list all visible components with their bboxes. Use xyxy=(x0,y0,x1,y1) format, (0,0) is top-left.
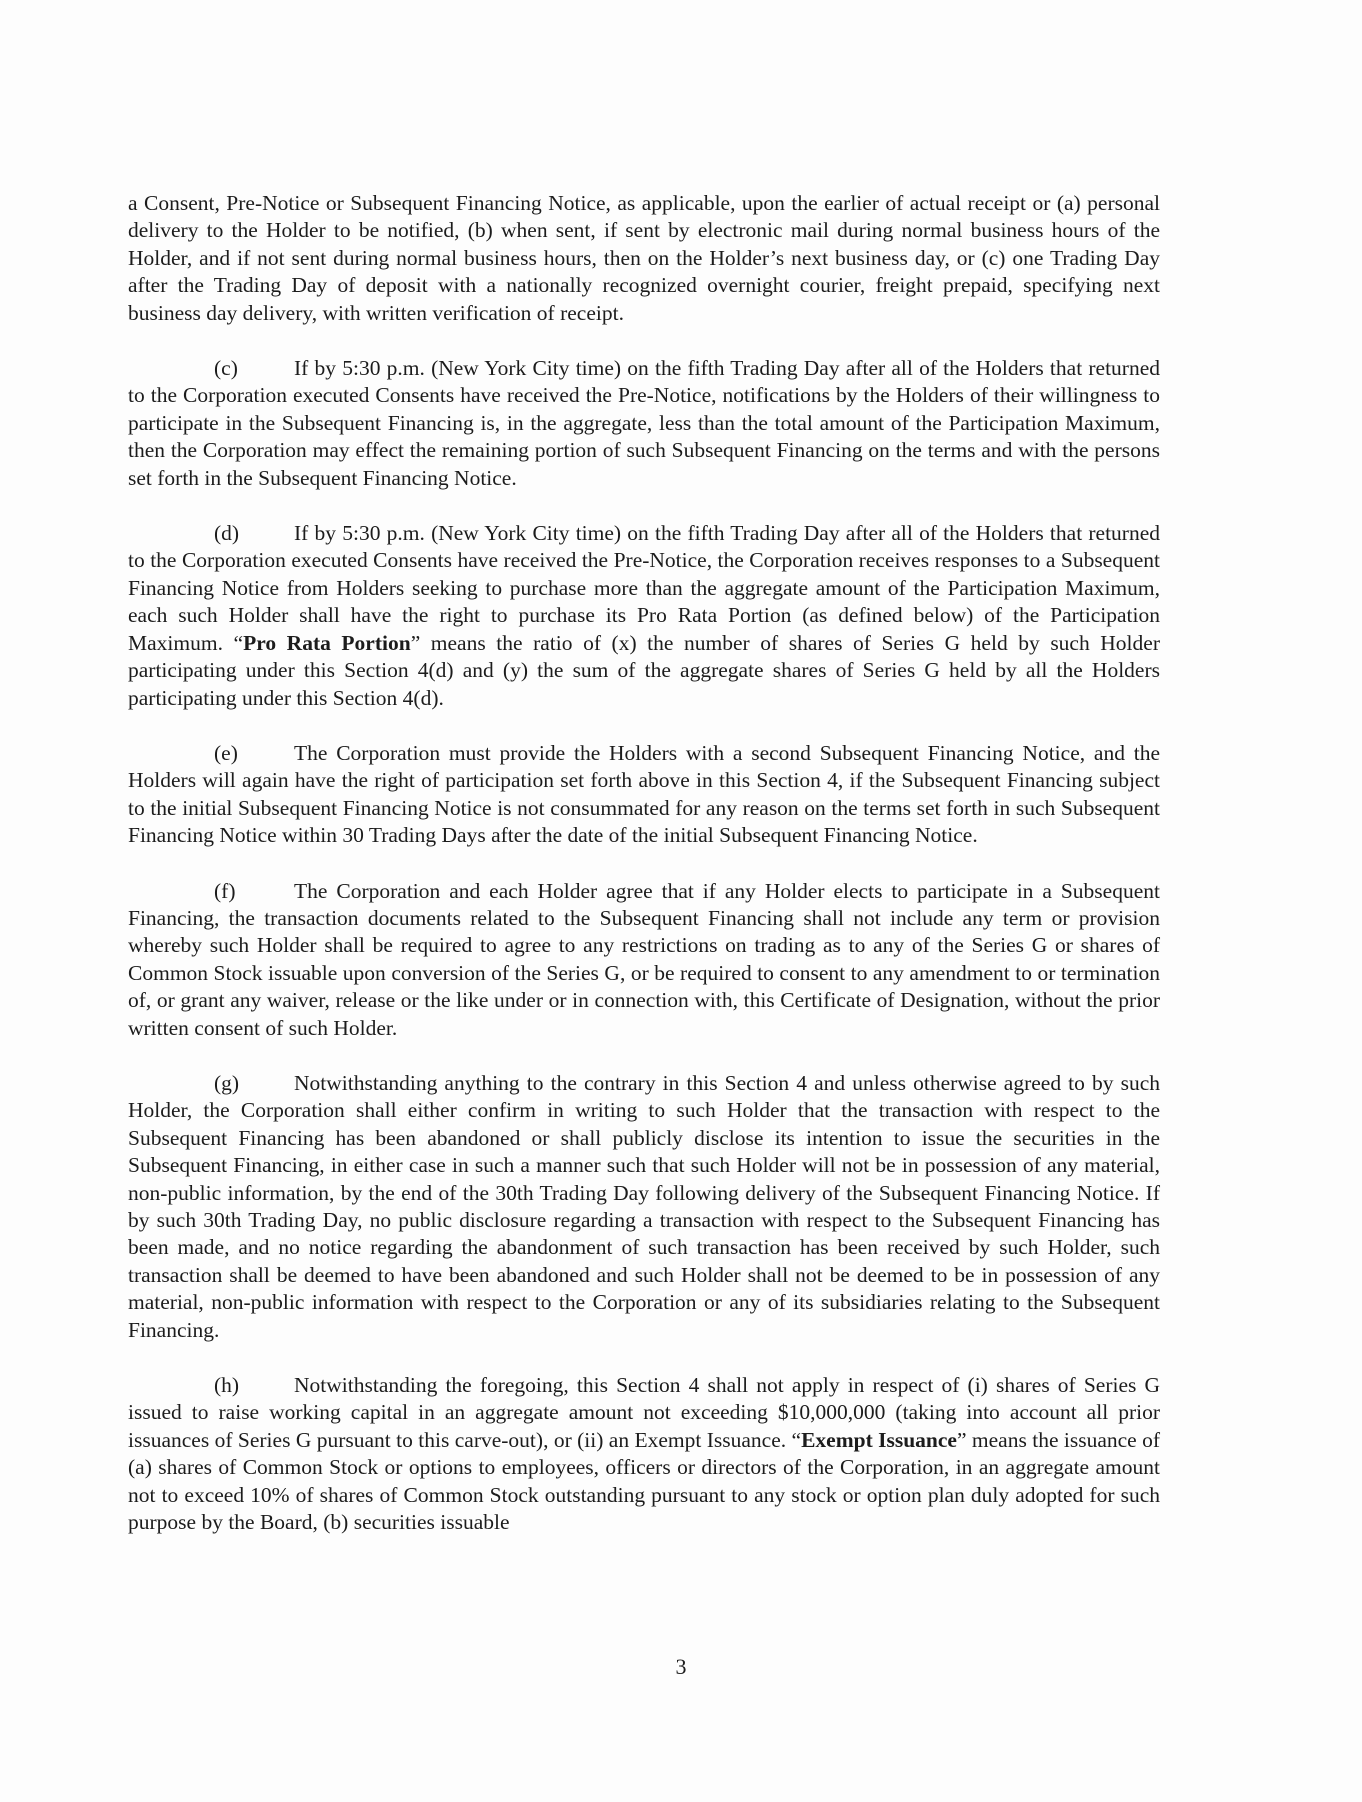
paragraph-g xyxy=(128,1070,1160,1344)
page-number: 3 xyxy=(675,1654,687,1679)
paragraph-f-text: The Corporation and each Holder agree that if any Holder elects to participate in a Subsequent Financing, the transaction documents related to the Subsequent Financing shall not include any term or provision whereby such Holder shall be required to agree to any restrictions on trading as to any of the Series G or shares of Common Stock issuable upon conversion of the Series G, or be required to consent to any amendment to or termination of, or grant any waiver, release or the like under or in connection with, this Certificate of Designation, without the prior written consent of such Holder. xyxy=(128,878,1160,1040)
paragraph-h-text-before: Notwithstanding the foregoing, this Section 4 shall not apply in respect of (i) shares of Series G issued to raise working capital in an aggregate amount not exceeding $10,000,000 (taking into account all prior issuances of Series G pursuant to this carve-out), or (ii) an Exempt Issuance. “ xyxy=(128,1373,1160,1452)
paragraph-g-label: (g) xyxy=(214,1070,240,1095)
defined-term-pro-rata-portion: Pro Rata Portion xyxy=(243,630,411,655)
paragraph-g-text: Notwithstanding anything to the contrary in this Section 4 and unless otherwise agreed to by such Holder, the Corporation shall either confirm in writing to such Holder that the transaction with respect to the Subsequent Financing has been abandoned or shall publicly disclose its intention to issue the securities in the Subsequent Financing, in either case in such a manner such that such Holder will not be in possession of any material, non-public information, by the end of the 30th Trading Day following delivery of the Subsequent Financing Notice. If by such 30th Trading Day, no public disclosure regarding a transaction with respect to the Subsequent Financing has been made, and no notice regarding the abandonment of such transaction has been received by such Holder, such transaction shall be deemed to have been abandoned and such Holder shall not be deemed to be in possession of any material, non-public information with respect to the Corporation or any of its subsidiaries relating to the Subsequent Financing. xyxy=(128,1070,1160,1342)
paragraph-f xyxy=(128,878,1160,1042)
paragraph-h xyxy=(128,1372,1160,1536)
paragraph-h-text-after: ” means the issuance of (a) shares of Common Stock or options to employees, officers or directors of the Corporation, in an aggregate amount not to exceed 10% of shares of Common Stock outstanding pursuant to any stock or option plan duly adopted for such purpose by the Board, (b) securities issuable xyxy=(128,1427,1161,1535)
paragraph-f-label: (f) xyxy=(214,878,236,903)
paragraph-c-label: (c) xyxy=(214,356,238,381)
document-body xyxy=(128,190,1160,1564)
paragraph-e-label: (e) xyxy=(214,740,238,765)
paragraph-e-text: The Corporation must provide the Holders with a second Subsequent Financing Notice, and the Holders will again have the right of participation set forth above in this Section 4, if the Subsequent Financing subject to the initial Subsequent Financing Notice is not consummated for any reason on the terms set forth in such Subsequent Financing Notice within 30 Trading Days after the date of the initial Subsequent Financing Notice. xyxy=(128,740,1160,848)
paragraph-c-text: If by 5:30 p.m. (New York City time) on the fifth Trading Day after all of the Holders that returned to the Corporation executed Consents have received the Pre-Notice, notifications by the Holders of their willingness to participate in the Subsequent Financing is, in the aggregate, less than the total amount of the Participation Maximum, then the Corporation may effect the remaining portion of such Subsequent Financing on the terms and with the persons set forth in the Subsequent Financing Notice. xyxy=(128,356,1160,490)
paragraph-d-text-before: If by 5:30 p.m. (New York City time) on the fifth Trading Day after all of the Holders that returned to the Corporation executed Consents have received the Pre-Notice, the Corporation receives responses to a Subsequent Financing Notice from Holders seeking to purchase more than the aggregate amount of the Participation Maximum, each such Holder shall have the right to purchase its Pro Rata Portion (as defined below) of the Participation Maximum. “ xyxy=(128,521,1160,655)
paragraph-intro-text: a Consent, Pre-Notice or Subsequent Financing Notice, as applicable, upon the earlier of actual receipt or (a) personal delivery to the Holder to be notified, (b) when sent, if sent by electronic mail during normal business hours of the Holder, and if not sent during normal business hours, then on the Holder’s next business day, or (c) one Trading Day after the Trading Day of deposit with a nationally recognized overnight courier, freight prepaid, specifying next business day delivery, with written verification of receipt. xyxy=(128,191,1160,325)
paragraph-intro xyxy=(128,190,1160,327)
paragraph-d-label: (d) xyxy=(214,521,240,546)
paragraph-e xyxy=(128,740,1160,850)
paragraph-d xyxy=(128,520,1160,712)
paragraph-h-label: (h) xyxy=(214,1373,240,1398)
defined-term-exempt-issuance: Exempt Issuance xyxy=(801,1427,957,1452)
paragraph-c xyxy=(128,355,1160,492)
paragraph-d-text-after: ” means the ratio of (x) the number of shares of Series G held by such Holder participating under this Section 4(d) and (y) the sum of the aggregate shares of Series G held by all the Holders participating under this Section 4(d). xyxy=(128,630,1160,710)
